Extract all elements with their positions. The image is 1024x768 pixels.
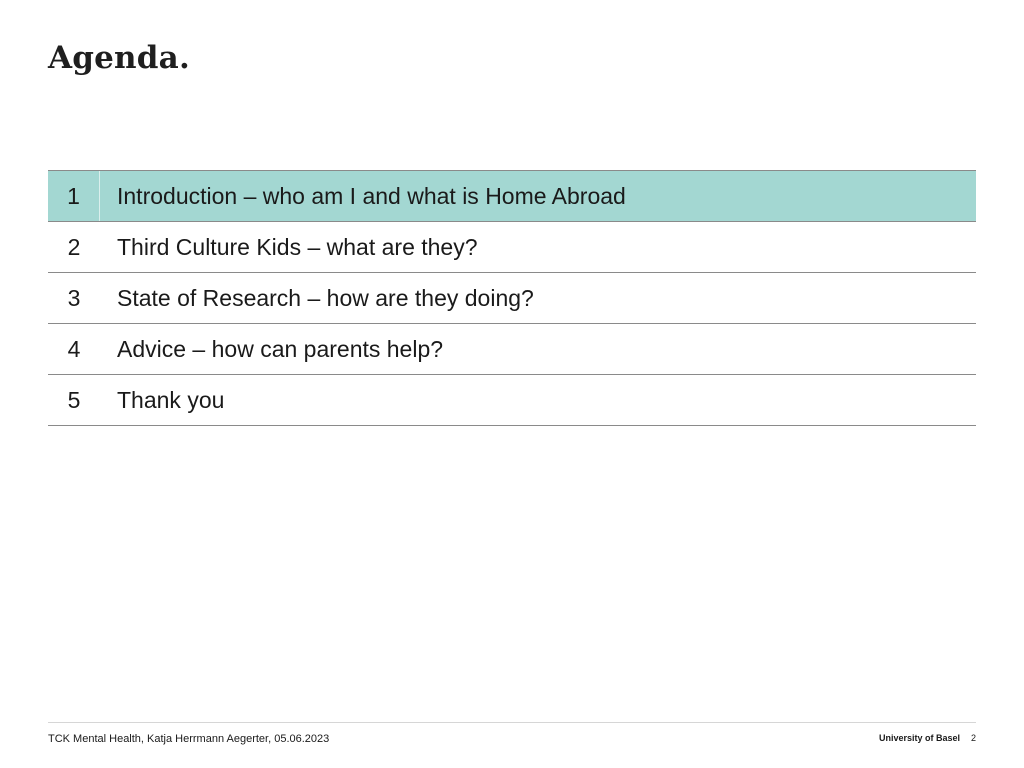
agenda-row [48, 273, 976, 324]
agenda-row [48, 171, 976, 222]
agenda-item-label: Third Culture Kids – what are they? [117, 233, 478, 260]
page-number: 2 [970, 733, 976, 743]
agenda-item-label: Advice – how can parents help? [117, 335, 444, 362]
agenda-item-number: 2 [67, 233, 81, 260]
agenda-item-label: Introduction – who am I and what is Home Abroad [117, 182, 626, 209]
agenda-row [48, 324, 976, 375]
agenda-item-number: 3 [67, 284, 81, 311]
slide-title: Agenda. [48, 40, 190, 76]
footer-divider [48, 722, 976, 723]
agenda-item-number: 5 [67, 386, 81, 413]
footer-text: TCK Mental Health, Katja Herrmann Aegerter, 05.06.2023 [48, 733, 330, 745]
agenda-table [48, 170, 976, 426]
agenda-row [48, 375, 976, 426]
agenda-item-label: Thank you [117, 386, 225, 413]
agenda-item-number: 1 [48, 171, 100, 221]
agenda-row [48, 222, 976, 273]
agenda-item-number: 4 [67, 335, 81, 362]
agenda-item-label: State of Research – how are they doing? [117, 284, 534, 311]
footer-brand: University of Basel [878, 733, 960, 743]
